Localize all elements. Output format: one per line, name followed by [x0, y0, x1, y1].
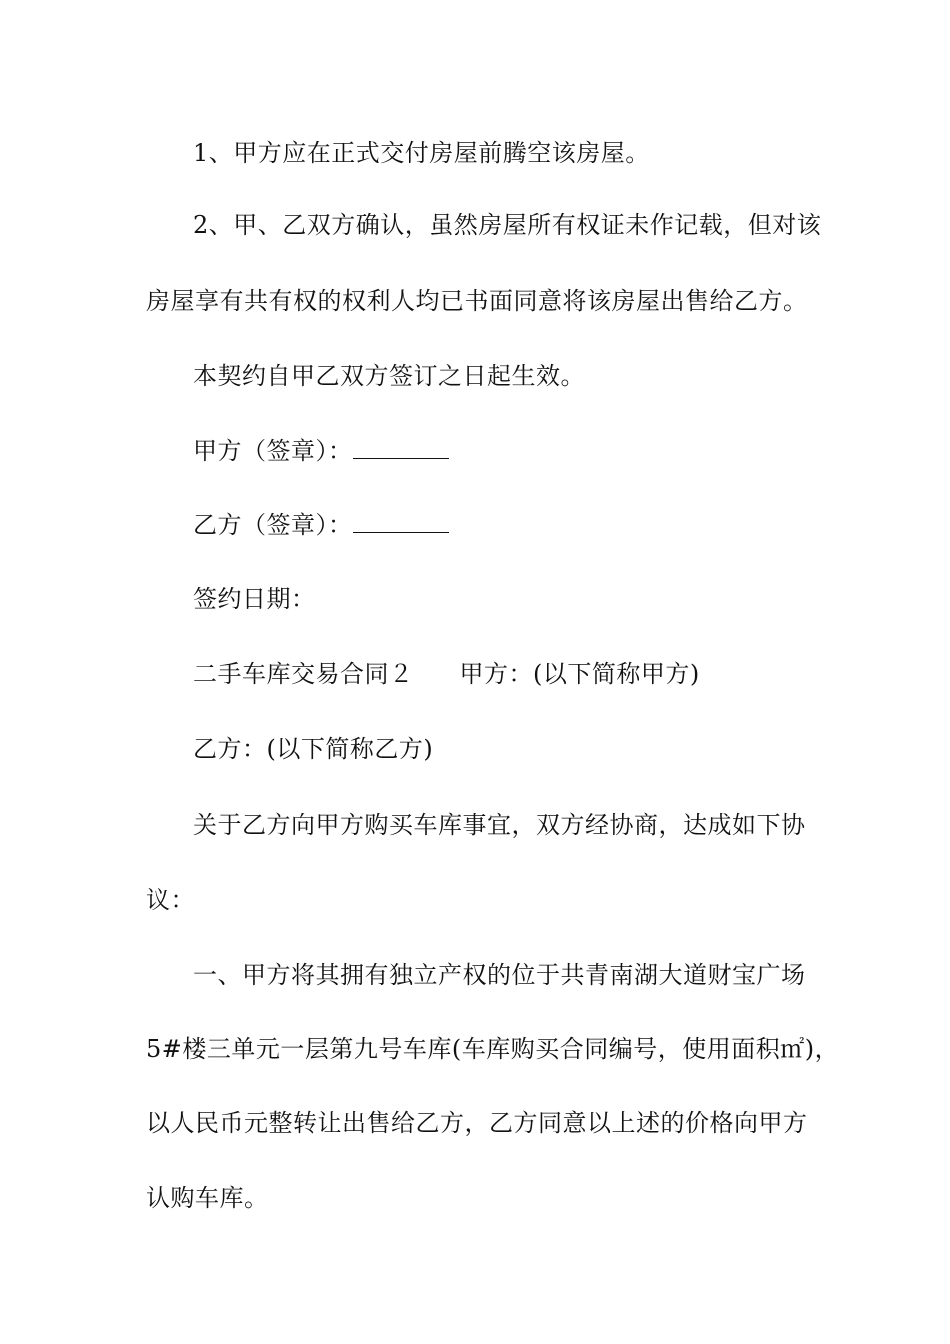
agreement-intro-line-2: 议：	[146, 886, 195, 914]
party-a-label: 甲方：(以下简称甲方)	[459, 660, 700, 688]
article-1-line-1: 一、甲方将其拥有独立产权的位于共青南湖大道财宝广场	[193, 961, 806, 989]
party-a-signature-label: 甲方（签章）：	[193, 437, 353, 465]
contract-title-line	[193, 659, 700, 689]
clause-2-line-2: 房屋享有共有权的权利人均已书面同意将该房屋出售给乙方。	[146, 287, 808, 315]
party-a-signature-blank	[353, 438, 449, 459]
article-1-line-3: 以人民币元整转让出售给乙方，乙方同意以上述的价格向甲方	[146, 1109, 808, 1137]
article-1-line-4: 认购车库。	[146, 1184, 269, 1212]
party-b-signature-label: 乙方（签章）：	[193, 511, 353, 539]
signing-date-label: 签约日期：	[193, 585, 316, 613]
article-1-line-2: 5#楼三单元一层第九号车库(车库购买合同编号，使用面积㎡)，	[146, 1035, 840, 1063]
party-a-signature-line	[193, 436, 449, 466]
clause-2-line-1: 2、甲、乙双方确认，虽然房屋所有权证未作记载，但对该	[193, 211, 822, 239]
party-b-label: 乙方：(以下简称乙方)	[193, 735, 434, 763]
party-b-signature-line	[193, 510, 449, 540]
party-b-signature-blank	[353, 512, 449, 533]
clause-1: 1、甲方应在正式交付房屋前腾空该房屋。	[193, 139, 650, 167]
contract-title: 二手车库交易合同２	[193, 660, 414, 688]
effective-statement: 本契约自甲乙双方签订之日起生效。	[193, 362, 585, 390]
agreement-intro-line-1: 关于乙方向甲方购买车库事宜，双方经协商，达成如下协	[193, 811, 806, 839]
